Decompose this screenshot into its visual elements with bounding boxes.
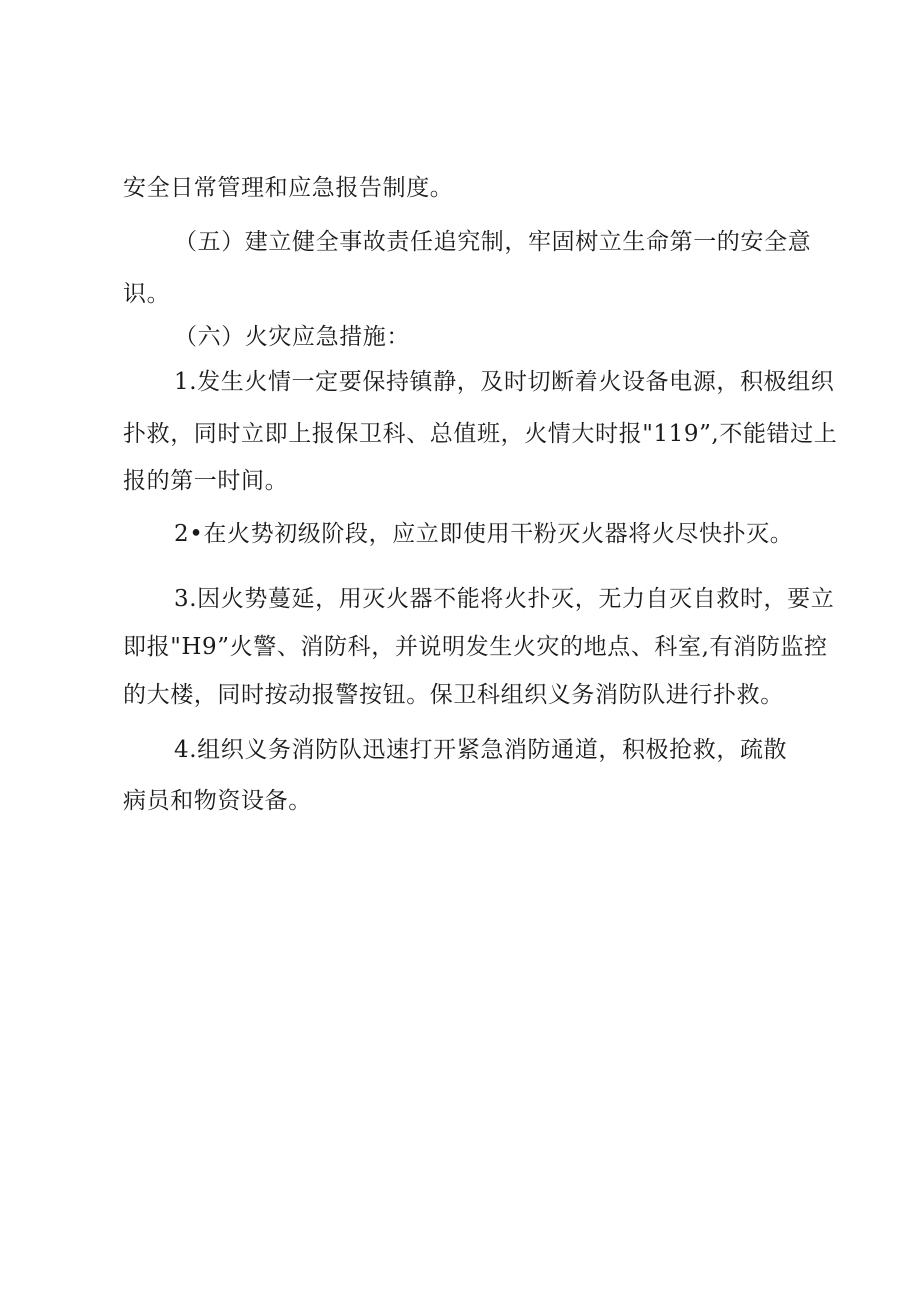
text-line-13: 病员和物资设备。 bbox=[123, 788, 312, 814]
text-line-7: 报的第一时间。 bbox=[123, 468, 289, 494]
text-line-4: （六）火灾应急措施： bbox=[174, 324, 410, 350]
text-line-5: 1.发生火情一定要保持镇静，及时切断着火设备电源，积极组织 bbox=[174, 369, 835, 395]
text-line-1: 安全日常管理和应急报告制度。 bbox=[123, 175, 454, 201]
text-line-11: 的大楼，同时按动报警按钮。保卫科组织义务消防队进行扑救。 bbox=[123, 682, 784, 708]
text-line-2: （五）建立健全事故责任追究制，牢固树立生命第一的安全意 bbox=[174, 229, 812, 255]
text-line-9: 3.因火势蔓延，用灭火器不能将火扑灭，无力自灭自救时，要立 bbox=[174, 586, 835, 612]
text-line-8: 2•在火势初级阶段，应立即使用干粉灭火器将火尽快扑灭。 bbox=[174, 521, 794, 547]
text-line-10: 即报"H9”火警、消防科，并说明发生火灾的地点、科室,有消防监控 bbox=[123, 634, 828, 660]
text-line-6: 扑救，同时立即上报保卫科、总值班，火情大时报"119”,不能错过上 bbox=[123, 421, 838, 447]
text-line-12: 4.组织义务消防队迅速打开紧急消防通道，积极抢救，疏散 bbox=[174, 737, 788, 763]
text-line-3: 识。 bbox=[123, 281, 171, 307]
